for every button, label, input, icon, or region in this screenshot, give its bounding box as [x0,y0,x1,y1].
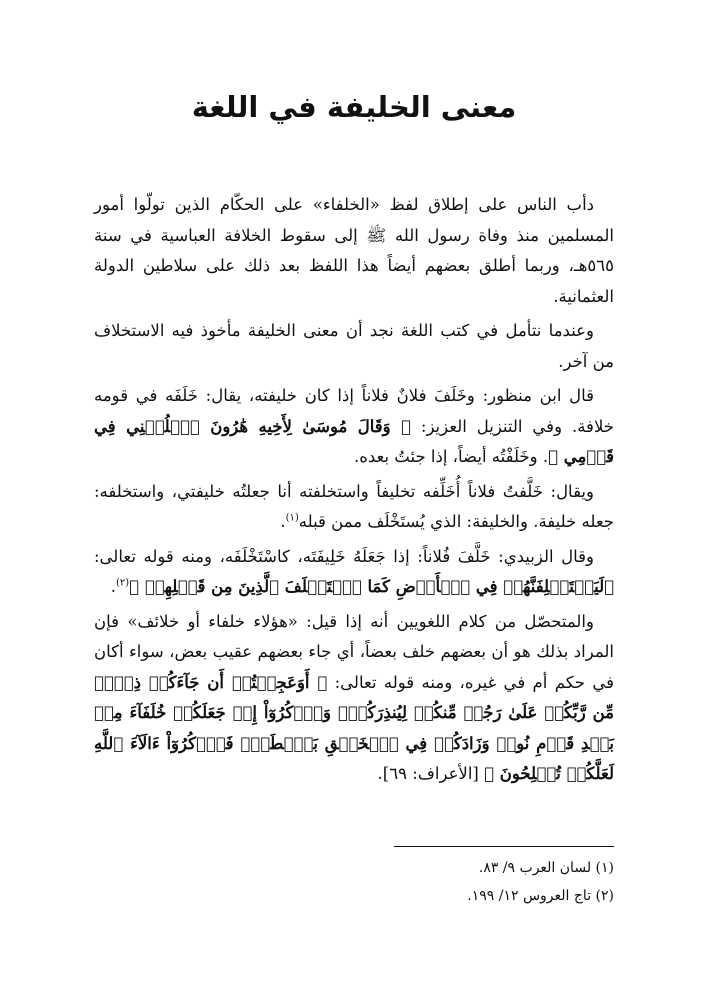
quran-verse: ﴿لَيَسۡتَخۡلِفَنَّهُمۡ فِي ٱلۡأَرۡضِ كَمَا ٱسۡتَخۡلَفَ ٱلَّذِينَ مِن قَبۡلِهِمۡ ﴾ [129,577,614,596]
footnotes [94,854,614,910]
paragraph-4-text: ويقال: خَلَّفتُ فلاناً أُخَلِّفه تخليفاً واستخلفته أنا جعلتُه خليفتي، واستخلفه: جعله خليفة. والخليفة: الذي يُستَخْلَف ممن قبله [94,481,614,531]
paragraph-5-text: وقال الزبيدي: خَلَّفَ فُلاناً: إذا جَعَلَهُ خَلِيفَتَه، كاسْتَخْلَفَه، ومنه قوله تعالى: [94,546,594,566]
paragraph-5-tail: . [110,577,116,596]
paragraph-3-tail: . وخَلَفْتُه أيضاً، إذا جئتُ بعده. [353,447,549,466]
paragraph-6 [94,607,614,790]
quran-verse: ﴿ وَقَالَ مُوسَىٰ لِأَخِيهِ هَٰرُونَ ٱخۡلُفۡنِي فِي قَوۡمِي ﴾ [94,416,614,466]
verse-citation: [الأعراف: ٦٩]. [377,764,485,783]
paragraph-5 [94,542,614,603]
paragraph-2-text: وعندما نتأمل في كتب اللغة نجد أن معنى الخليفة مأخوذ فيه الاستخلاف من آخر. [94,321,614,371]
quran-verse: ﴿ أَوَعَجِبۡتُمۡ أَن جَآءَكُمۡ ذِكۡرٞ مِّن رَّبِّكُمۡ عَلَىٰ رَجُلٖ مِّنكُمۡ لِيُنذِرَكُمۡۚ وَٱذۡكُرُوٓاْ إِذۡ جَعَلَكُمۡ خُلَفَآءَ مِنۢ بَعۡدِ قَوۡمِ نُوحٖ وَزَادَكُمۡ فِي ٱلۡخَلۡقِ بَصۜۡطَةٗۖ فَٱذۡكُرُوٓاْ ءَالَآءَ ٱللَّهِ لَعَلَّكُمۡ تُفۡلِحُونَ ﴾ [94,672,614,783]
footnote-ref-2[interactable]: (٢) [115,577,130,589]
paragraph-3-text: قال ابن منظور: وخَلَفَ فلانٌ فلاناً إذا كان خليفته، يقال: خَلَفَه في قومه خلافة. وفي التنزيل العزيز: [94,386,614,436]
paragraph-6-text: والمتحصّل من كلام اللغويين أنه إذا قيل: «هؤلاء خلفاء أو خلائف» فإن المراد بذلك هو أن بعضهم خلف بعضاً، أي جاء بعضهم عقيب بعض، سواء أكان في حكم أم في غيره، ومنه قوله تعالى: [94,611,615,692]
paragraph-4 [94,477,614,538]
paragraph-2 [94,316,614,377]
paragraph-1-text: دأب الناس على إطلاق لفظ «الخلفاء» على الحكّام الذين تولّوا أمور المسلمين منذ وفاة رسول الله ﷺ إلى سقوط الخلافة العباسية في سنة ٥٦٥هـ، وربما أطلق بعضهم أيضاً هذا اللفظ بعد ذلك على سلاطين الدولة العثمانية. [94,195,614,306]
footnote-divider [394,846,614,847]
body-text [94,190,614,794]
footnote-1: (١) لسان العرب ٩/ ٨٣. [478,860,614,876]
paragraph-3 [94,381,614,473]
footnote-ref-1[interactable]: (١) [285,512,299,524]
footnote-2: (٢) تاج العروس ١٢/ ١٩٩. [467,888,614,904]
paragraph-1 [94,190,614,312]
paragraph-4-tail: . [280,512,286,531]
page-title: معنى الخليفة في اللغة [191,90,517,124]
